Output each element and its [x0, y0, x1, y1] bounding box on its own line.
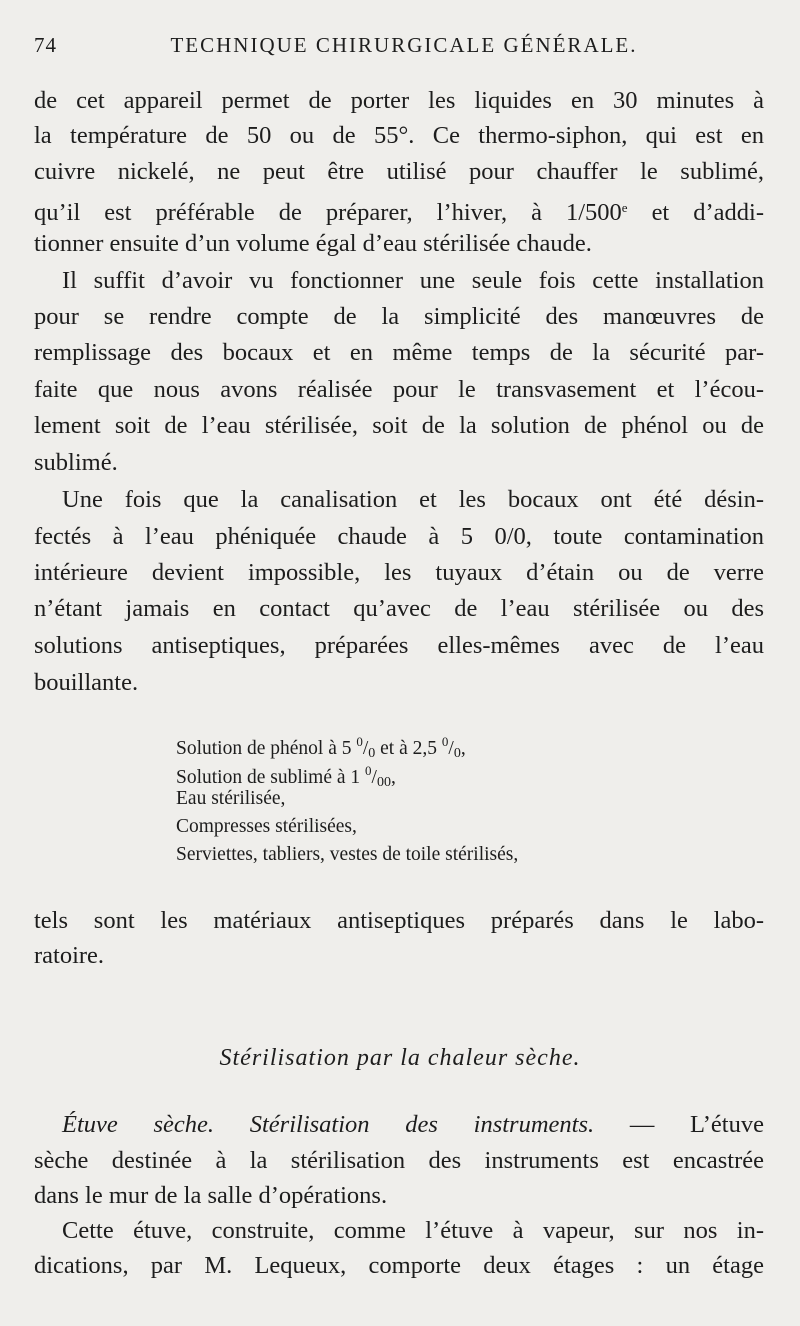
text-line: tels sont les matériaux antiseptiques préparés dans le labo-	[34, 907, 764, 934]
list-text: /	[371, 767, 377, 788]
text-line: dications, par M. Lequeux, comporte deux étages : un étage	[34, 1252, 764, 1279]
text-segment: et d’addi-	[627, 199, 764, 226]
text-line-with-superscript	[34, 193, 764, 228]
list-text: ,	[390, 767, 396, 788]
list-text: /	[448, 738, 454, 759]
text-line: ratoire.	[34, 942, 105, 969]
text-line: Il suffit d’avoir vu fonctionner une seule fois cette installation	[62, 267, 764, 294]
text-line: Cette étuve, construite, comme l’étuve à vapeur, sur nos in-	[62, 1217, 764, 1244]
page-number: 74	[34, 33, 57, 57]
section-title: Stérilisation par la chaleur sèche.	[219, 1045, 581, 1071]
list-text: Solution de sublimé à 1	[176, 767, 366, 788]
list-item: Serviettes, tabliers, vestes de toile stérilisés,	[176, 844, 519, 865]
text-line: solutions antiseptiques, préparées elles-mêmes avec de l’eau	[34, 632, 764, 659]
running-title: TECHNIQUE CHIRURGICALE GÉNÉRALE.	[170, 33, 638, 57]
superscript: 0	[441, 734, 449, 749]
text-segment: qu’il est préférable de préparer, l’hiver, à 1/500	[34, 199, 622, 226]
superscript: e	[621, 200, 628, 215]
list-text: et à 2,5	[375, 738, 442, 759]
list-text: /	[362, 738, 369, 759]
subscript: 00	[376, 775, 391, 790]
text-segment: — L’étuve	[594, 1111, 764, 1138]
text-line: bouillante.	[34, 669, 139, 696]
list-item: Eau stérilisée,	[176, 788, 286, 809]
superscript: 0	[365, 763, 372, 778]
text-line: faite que nous avons réalisée pour le transvasement et l’écou-	[34, 376, 764, 403]
list-text: ,	[460, 738, 466, 759]
subscript: 0	[368, 746, 376, 761]
superscript: 0	[356, 734, 363, 749]
text-line: n’étant jamais en contact qu’avec de l’eau stérilisée ou des	[34, 595, 764, 622]
text-line: fectés à l’eau phéniquée chaude à 5 0/0, toute contamination	[34, 523, 764, 550]
text-line: de cet appareil permet de porter les liquides en 30 minutes à	[34, 87, 764, 114]
text-line: intérieure devient impossible, les tuyaux d’étain ou de verre	[34, 559, 764, 586]
text-line: sublimé.	[34, 449, 118, 476]
text-line: Une fois que la canalisation et les bocaux ont été désin-	[62, 486, 764, 513]
list-item: Compresses stérilisées,	[176, 816, 357, 837]
text-line-with-italic-lead	[62, 1110, 764, 1140]
text-line: dans le mur de la salle d’opérations.	[34, 1182, 388, 1209]
text-line: pour se rendre compte de la simplicité des manœuvres de	[34, 303, 764, 330]
text-line: la température de 50 ou de 55°. Ce thermo-siphon, qui est en	[34, 122, 764, 149]
text-line: tionner ensuite d’un volume égal d’eau stérilisée chaude.	[34, 230, 592, 257]
italic-heading: Étuve sèche. Stérilisation des instruments.	[62, 1111, 595, 1138]
running-header	[34, 33, 774, 61]
text-line: lement soit de l’eau stérilisée, soit de la solution de phénol ou de	[34, 412, 764, 439]
list-text: Solution de phénol à 5	[176, 738, 357, 759]
text-line: sèche destinée à la stérilisation des instruments est encastrée	[34, 1147, 764, 1174]
text-line: cuivre nickelé, ne peut être utilisé pour chauffer le sublimé,	[34, 158, 764, 185]
text-line: remplissage des bocaux et en même temps de la sécurité par-	[34, 339, 764, 366]
subscript: 0	[453, 746, 461, 761]
